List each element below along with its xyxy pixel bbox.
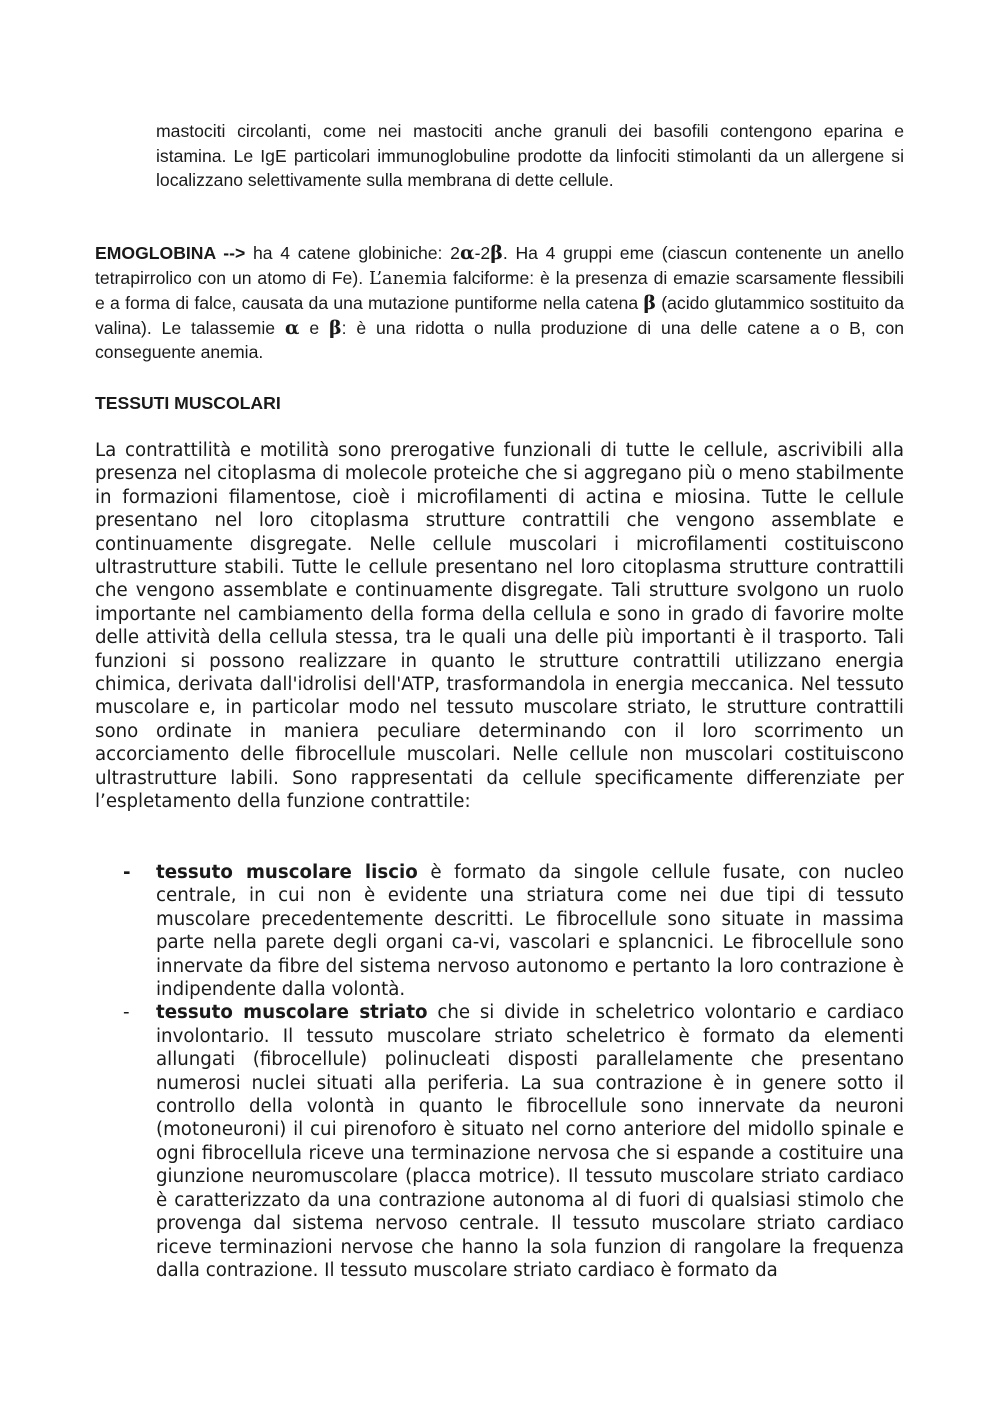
intro-paragraph: mastociti circolanti, come nei mastociti anche granuli dei basofili contengono eparina e istamina. Le IgE particolari immunoglobuline prodotte da linfociti stimolanti da un allergene si localizzano selettivamente sulla membrana di dette cellule. (156, 121, 904, 191)
emoglobina-term: EMOGLOBINA --> (95, 243, 246, 263)
beta-symbol: β (329, 316, 342, 339)
list-item-term: tessuto muscolare liscio (156, 862, 418, 883)
list-item-text: è formato da singole cellule fusate, con nucleo centrale, in cui non è evidente una striatura come nei due tipi di tessuto muscolare precedentemente descritti. Le fibrocellule sono situate in massima parte nella parete degli organi ca-vi, vascolari e splancnici. Le fibrocellule sono innervate da fibre del sistema nervoso autonomo e pertanto la loro contrazione è indipendente dalla volontà. (156, 862, 904, 1001)
beta-symbol: β (643, 292, 657, 315)
section-heading: TESSUTI MUSCOLARI (95, 393, 281, 413)
list-bullet: - (123, 1002, 130, 1024)
list-item (95, 1001, 904, 1282)
list-bullet: - (123, 862, 131, 883)
muscle-tissue-paragraph: La contrattilità e motilità sono prerogative funzionali di tutte le cellule, ascrivibili alla presenza nel citoplasma di molecole proteiche che si aggregano più o meno stabilmente in formazioni filamentose, cioè i microfilamenti di actina e miosina. Tutte le cellule presentano nel loro citoplasma strutture contrattili che vengono assemblate e continuamente disgregate. Nelle cellule muscolari i microfilamenti costituiscono ultrastrutture stabili. Tutte le cellule presentano nel loro citoplasma strutture contrattili che vengono assemblate e continuamente disgregate. Tali strutture svolgono un ruolo importante nel cambiamento della forma della cellula e sono in grado di favorire molte delle attività della cellula stessa, tra le quali una delle più importanti è il trasporto. Tali funzioni si possono realizzare in quanto le strutture contrattili utilizzano energia chimica, derivata dall'idrolisi dell'ATP, trasformandola in energia meccanica. Nel tessuto muscolare e, in particolar modo nel tessuto muscolare striato, le strutture contrattili sono ordinate in maniera peculiare determinando con il loro scorrimento un accorciamento delle fibrocellule muscolari. Nelle cellule non muscolari costituiscono ultrastrutture labili. Sono rappresentati da cellule specificamente differenziate per l’espletamento della funzione contrattile: (95, 440, 904, 813)
emoglobina-paragraph: EMOGLOBINA --> ha 4 catene globiniche: 2α-2β. Ha 4 gruppi eme (ciascun contenente un anello tetrapirrolico con un atomo di Fe). L’anemia falciforme: è la presenza di emazie scarsamente flessibili e a forma di falce, causata da una mutazione puntiforme nella catena β (acido glutammico sostituito da valina). Le talassemie α e β: è una ridotta o nulla produzione di una delle catene a o B, con conseguente anemia. (95, 242, 905, 363)
tissue-type-list (95, 861, 904, 1282)
alpha-symbol: α (284, 316, 300, 339)
list-item-term: tessuto muscolare striato (156, 1002, 428, 1024)
list-item-text: che si divide in scheletrico volontario e cardiaco involontario. Il tessuto muscolare striato scheletrico è formato da elementi allungati (fibrocellule) polinucleati disposti parallelamente che presentano numerosi nuclei situati alla periferia. La sua contrazione è in genere sotto il controllo della volontà in quanto le fibrocellule sono innervate da neuroni (motoneuroni) il cui pirenoforo è situato nel corno anteriore del midollo spinale e ogni fibrocellula riceve una terminazione nervosa che si espande a costituire una giunzione neuromuscolare (placca motrice). Il tessuto muscolare striato cardiaco è caratterizzato da una contrazione autonoma al di fuori di qualsiasi stimolo che provenga dal sistema nervoso centrale. Il tessuto muscolare striato cardiaco riceve terminazioni nervose che hanno la sola funzion di rangolare la frequenza dalla contrazione. Il tessuto muscolare striato cardiaco è formato da (156, 1002, 904, 1281)
alpha-symbol: α (459, 242, 475, 264)
beta-symbol: β (490, 242, 503, 264)
list-item (95, 861, 904, 1001)
